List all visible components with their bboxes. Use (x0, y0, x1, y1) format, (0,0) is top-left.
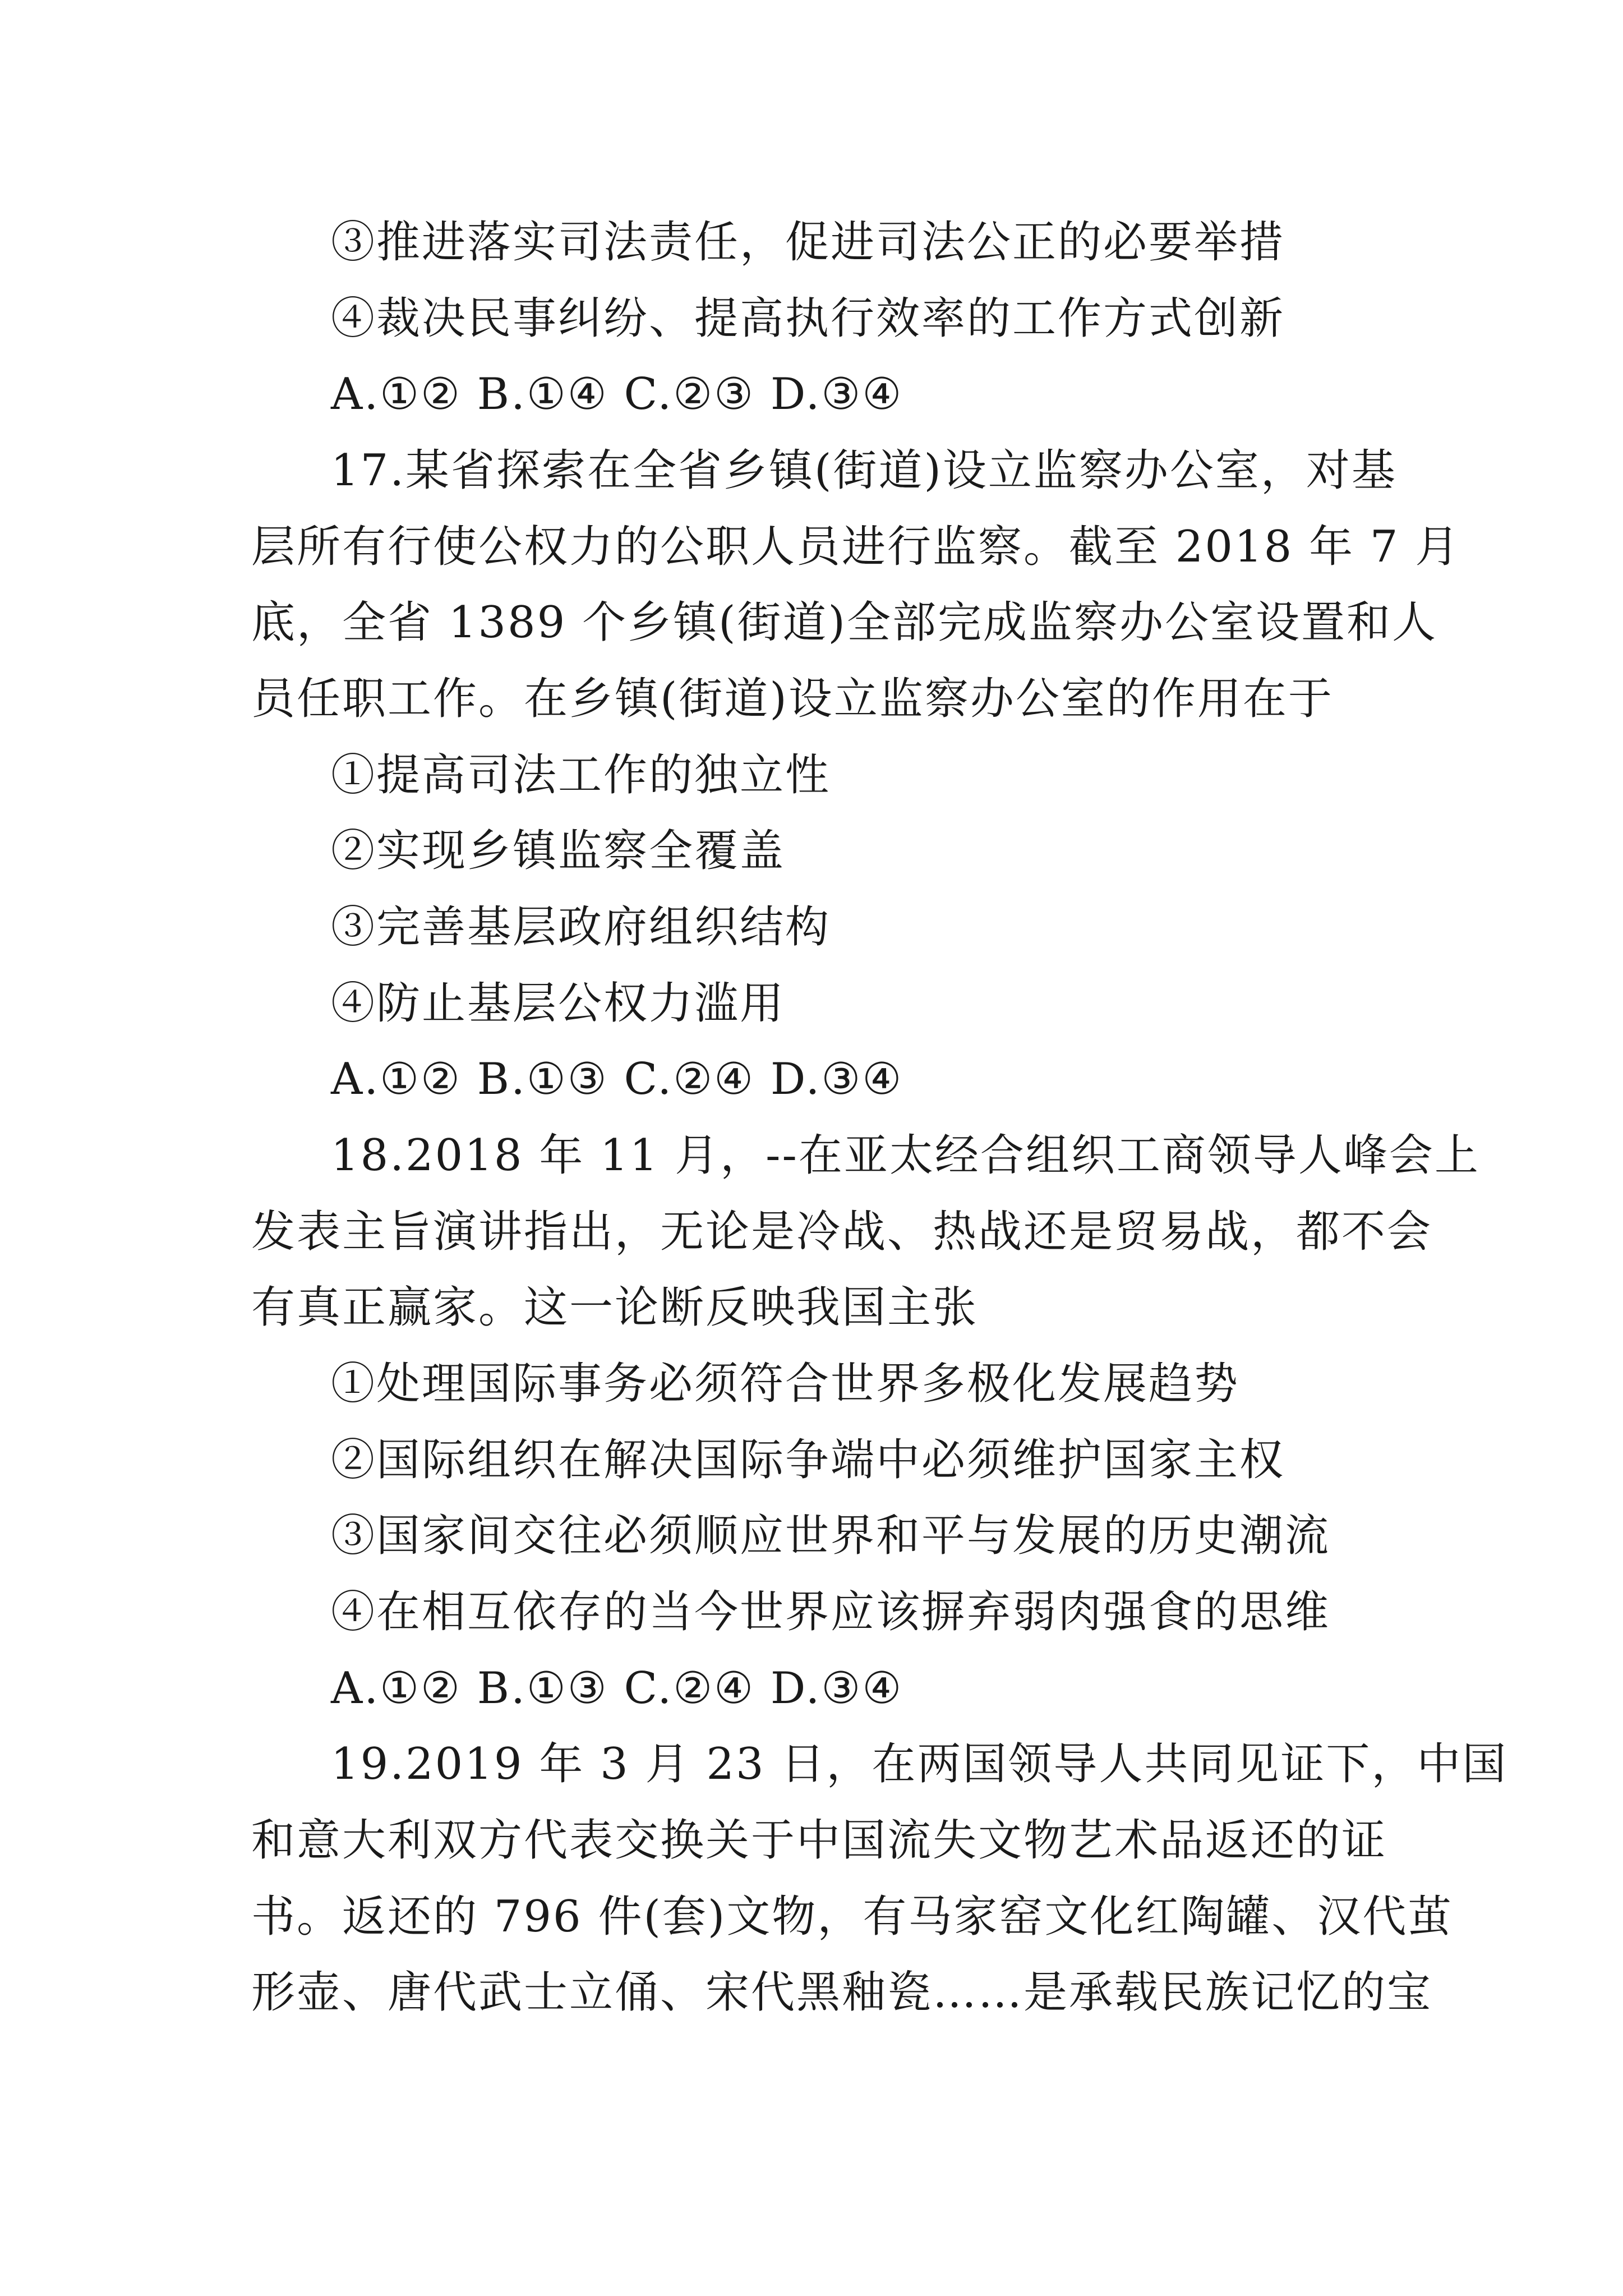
option-line: ④裁决民事纠纷、提高执行效率的工作方式创新 (331, 293, 1285, 344)
option-line: ④在相互依存的当今世界应该摒弃弱肉强食的思维 (331, 1587, 1331, 1637)
question-17-text: 底，全省 1389 个乡镇(街道)全部完成监察办公室设置和人 (251, 597, 1437, 648)
answer-choices: A.①② B.①③ C.②④ D.③④ (331, 1054, 903, 1105)
answer-choices: A.①② B.①③ C.②④ D.③④ (331, 1663, 903, 1714)
question-19-text: 19.2019 年 3 月 23 日，在两国领导人共同见证下，中国 (331, 1739, 1508, 1789)
question-19-text: 和意大利双方代表交换关于中国流失文物艺术品返还的证 (251, 1815, 1387, 1866)
option-line: ①提高司法工作的独立性 (331, 750, 831, 800)
option-line: ②实现乡镇监察全覆盖 (331, 826, 786, 876)
option-line: ②国际组织在解决国际争端中必须维护国家主权 (331, 1435, 1285, 1485)
question-19-text: 书。返还的 796 件(套)文物，有马家窑文化红陶罐、汉代茧 (251, 1892, 1454, 1942)
question-18-text: 有真正赢家。这一论断反映我国主张 (251, 1282, 979, 1333)
question-17-text: 17.某省探索在全省乡镇(街道)设立监察办公室，对基 (331, 445, 1397, 496)
answer-choices: A.①② B.①④ C.②③ D.③④ (331, 369, 903, 420)
option-line: ③国家间交往必须顺应世界和平与发展的历史潮流 (331, 1511, 1331, 1561)
option-line: ③完善基层政府组织结构 (331, 902, 831, 953)
option-line: ③推进落实司法责任，促进司法公正的必要举措 (331, 217, 1285, 268)
question-17-text: 员任职工作。在乡镇(街道)设立监察办公室的作用在于 (251, 674, 1334, 724)
option-line: ④防止基层公权力滥用 (331, 978, 786, 1029)
option-line: ①处理国际事务必须符合世界多极化发展趋势 (331, 1359, 1240, 1409)
question-18-text: 18.2018 年 11 月，--在亚太经合组织工商领导人峰会上 (331, 1130, 1480, 1181)
question-19-text: 形壶、唐代武士立俑、宋代黑釉瓷……是承载民族记忆的宝 (251, 1967, 1433, 2018)
question-18-text: 发表主旨演讲指出，无论是冷战、热战还是贸易战，都不会 (251, 1207, 1433, 1257)
question-17-text: 层所有行使公权力的公职人员进行监察。截至 2018 年 7 月 (251, 522, 1461, 572)
